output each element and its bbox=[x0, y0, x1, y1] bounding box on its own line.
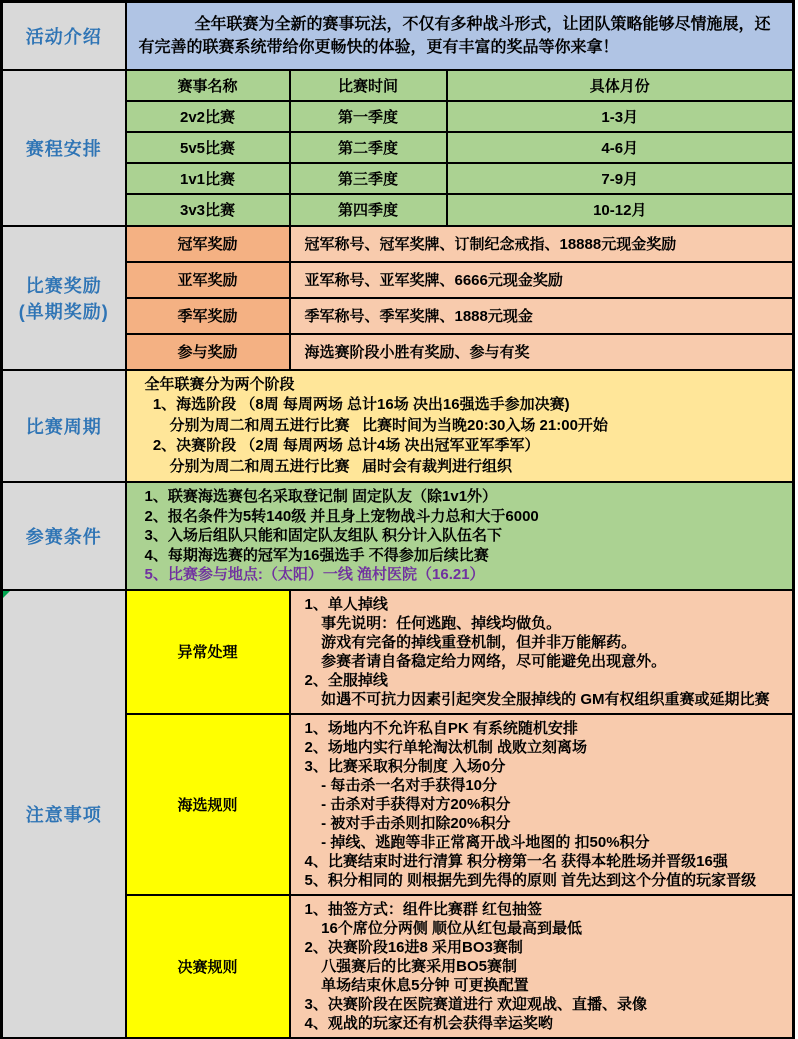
text-line: - 击杀对手获得对方20%积分 bbox=[304, 795, 511, 813]
schedule-cell: 4-6月 bbox=[447, 132, 794, 163]
section-label-notes bbox=[2, 590, 126, 1039]
text-line: 分别为周二和周五进行比赛 比赛时间为当晚20:30入场 21:00开始 bbox=[144, 416, 608, 434]
note-block-content bbox=[290, 590, 794, 714]
text-line: 4、每期海选赛的冠军为16强选手 不得参加后续比赛 bbox=[144, 546, 489, 564]
conditions-cell bbox=[126, 482, 794, 590]
schedule-cell: 第一季度 bbox=[290, 101, 447, 132]
note-block-content bbox=[290, 895, 794, 1039]
cycle-row bbox=[2, 370, 794, 483]
schedule-cell: 5v5比赛 bbox=[126, 132, 290, 163]
table-row bbox=[2, 226, 794, 262]
intro-cell bbox=[126, 2, 794, 70]
reward-desc: 冠军称号、冠军奖牌、订制纪念戒指、18888元现金奖励 bbox=[290, 226, 794, 262]
cell-comment-triangle-icon bbox=[3, 591, 10, 598]
text-line: 事先说明：任何逃跑、掉线均做负。 bbox=[304, 614, 562, 632]
reward-name: 亚军奖励 bbox=[126, 262, 290, 298]
conditions-row bbox=[2, 482, 794, 590]
schedule-cell: 第三季度 bbox=[290, 163, 447, 194]
note-block-name: 异常处理 bbox=[126, 590, 290, 714]
rewards-label-line2: (单期奖励) bbox=[18, 301, 109, 322]
text-line: 4、观战的玩家还有机会获得幸运奖哟 bbox=[304, 1014, 553, 1032]
text-line: 游戏有完备的掉线重登机制，但并非万能解药。 bbox=[304, 633, 637, 651]
note-block-content bbox=[290, 714, 794, 895]
text-line: 2、全服掉线 bbox=[304, 671, 388, 689]
text-line: 1、场地内不允许私自PK 有系统随机安排 bbox=[304, 719, 578, 737]
note-block-name: 决赛规则 bbox=[126, 895, 290, 1039]
text-line: 全年联赛分为两个阶段 bbox=[144, 375, 295, 393]
schedule-cell: 3v3比赛 bbox=[126, 194, 290, 226]
section-label-rewards bbox=[2, 226, 126, 370]
text-line: - 每击杀一名对手获得10分 bbox=[304, 776, 498, 794]
text-line: 分别为周二和周五进行比赛 届时会有裁判进行组织 bbox=[144, 457, 513, 475]
text-line: - 掉线、逃跑等非正常离开战斗地图的 扣50%积分 bbox=[304, 833, 650, 851]
table-row bbox=[2, 70, 794, 101]
text-line: 2、场地内实行单轮淘汰机制 战败立刻离场 bbox=[304, 738, 588, 756]
reward-desc: 海选赛阶段小胜有奖励、参与有奖 bbox=[290, 334, 794, 370]
schedule-header-name: 赛事名称 bbox=[126, 70, 290, 101]
text-line: 1、海选阶段 （8周 每周两场 总计16场 决出16强选手参加决赛) bbox=[144, 396, 570, 413]
schedule-cell: 2v2比赛 bbox=[126, 101, 290, 132]
match-location-line: 5、比赛参与地点:（太阳）一线 渔村医院（16.21） bbox=[144, 566, 485, 583]
text-line: 如遇不可抗力因素引起突发全服掉线的 GM有权组织重赛或延期比赛 bbox=[304, 690, 770, 708]
schedule-header-time: 比赛时间 bbox=[290, 70, 447, 101]
schedule-cell: 第四季度 bbox=[290, 194, 447, 226]
schedule-cell: 1-3月 bbox=[447, 101, 794, 132]
section-label-intro: 活动介绍 bbox=[2, 2, 126, 70]
text-line: 3、比赛采取积分制度 入场0分 bbox=[304, 757, 506, 775]
text-line: - 被对手击杀则扣除20%积分 bbox=[304, 814, 511, 832]
reward-desc: 亚军称号、亚军奖牌、6666元现金奖励 bbox=[290, 262, 794, 298]
text-line: 2、报名条件为5转140级 并且身上宠物战斗力总和大于6000 bbox=[144, 507, 539, 525]
cycle-cell bbox=[126, 370, 794, 483]
section-label-cycle: 比赛周期 bbox=[2, 370, 126, 483]
table-row bbox=[2, 590, 794, 714]
text-line: 1、单人掉线 bbox=[304, 595, 388, 613]
intro-row bbox=[2, 2, 794, 70]
text-line: 参赛者请自备稳定给力网络，尽可能避免出现意外。 bbox=[304, 652, 667, 670]
text-line: 1、联赛海选赛包名采取登记制 固定队友（除1v1外） bbox=[144, 488, 498, 505]
text-line: 5、积分相同的 则根据先到先得的原则 首先达到这个分值的玩家晋级 bbox=[304, 871, 757, 889]
text-line: 单场结束休息5分钟 可更换配置 bbox=[304, 976, 529, 994]
text-line: 八强赛后的比赛采用BO5赛制 bbox=[304, 957, 518, 975]
schedule-cell: 第二季度 bbox=[290, 132, 447, 163]
notes-label-text: 注意事项 bbox=[25, 804, 102, 825]
rewards-label-line1: 比赛奖励 bbox=[25, 275, 102, 296]
text-line: 2、决赛阶段16进8 采用BO3赛制 bbox=[304, 938, 523, 956]
section-label-conditions: 参赛条件 bbox=[2, 482, 126, 590]
section-label-schedule: 赛程安排 bbox=[2, 70, 126, 226]
reward-desc: 季军称号、季军奖牌、1888元现金 bbox=[290, 298, 794, 334]
text-line: 3、决赛阶段在医院赛道进行 欢迎观战、直播、录像 bbox=[304, 995, 648, 1013]
reward-name: 冠军奖励 bbox=[126, 226, 290, 262]
text-line: 4、比赛结束时进行清算 积分榜第一名 获得本轮胜场并晋级16强 bbox=[304, 852, 728, 870]
reward-name: 季军奖励 bbox=[126, 298, 290, 334]
text-line: 16个席位分两侧 顺位从红包最高到最低 bbox=[304, 919, 583, 937]
schedule-header-month: 具体月份 bbox=[447, 70, 794, 101]
text-line: 2、决赛阶段 （2周 每周两场 总计4场 决出冠军亚军季军） bbox=[144, 437, 540, 454]
text-line: 3、入场后组队只能和固定队友组队 积分计入队伍名下 bbox=[144, 527, 503, 544]
intro-text: 全年联赛为全新的赛事玩法，不仅有多种战斗形式，让团队策略能够尽情施展，还有完善的联赛系统带给你更畅快的体验，更有丰富的奖品等你来拿！ bbox=[138, 15, 771, 56]
schedule-cell: 7-9月 bbox=[447, 163, 794, 194]
text-line: 1、抽签方式：组件比赛群 红包抽签 bbox=[304, 900, 543, 918]
note-block-name: 海选规则 bbox=[126, 714, 290, 895]
schedule-cell: 10-12月 bbox=[447, 194, 794, 226]
reward-name: 参与奖励 bbox=[126, 334, 290, 370]
schedule-cell: 1v1比赛 bbox=[126, 163, 290, 194]
